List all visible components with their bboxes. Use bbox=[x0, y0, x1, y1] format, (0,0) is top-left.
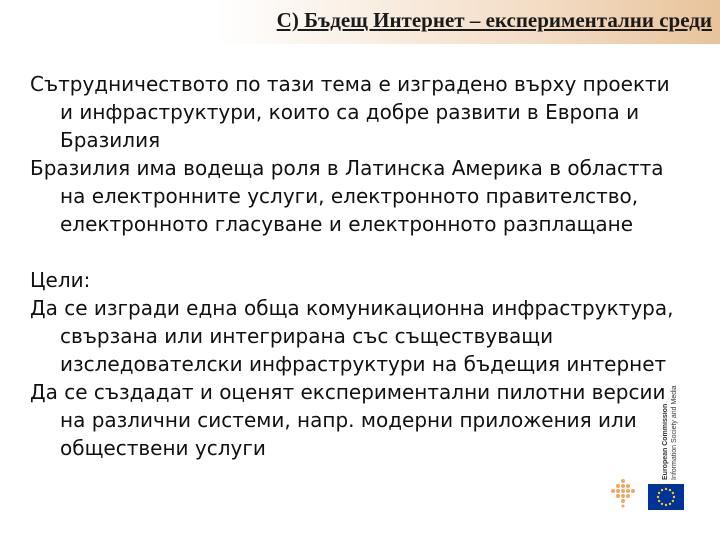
eu-flag-icon bbox=[648, 484, 684, 510]
slide-body bbox=[30, 70, 680, 462]
ec-logo-line1: European Commission bbox=[662, 403, 669, 480]
goal-item-infrastructure: Да се изгради една обща комуникационна инфраструктура, свързана или интегрирана със съществуващи изследователски инфраструктури на бъдещия интернет bbox=[30, 296, 674, 376]
paragraph-cooperation: Сътрудничеството по тази тема е изградено върху проекти и инфраструктури, които са добре развити в Европа и Бразилия bbox=[30, 72, 670, 152]
title-bar bbox=[0, 0, 720, 44]
ec-logo-text bbox=[661, 300, 683, 480]
slide-title: C) Бъдещ Интернет – експериментални среди bbox=[276, 8, 712, 32]
goals-heading: Цели: bbox=[30, 268, 91, 292]
goal-item-pilots: Да се създадат и оценят експериментални пилотни версии на различни системи, напр. модерни приложения или обществени услуги bbox=[30, 380, 666, 460]
spacer bbox=[30, 238, 680, 266]
dots-icon bbox=[610, 478, 636, 508]
ec-logo-line2: Information Society and Media bbox=[671, 385, 678, 480]
paragraph-brazil-role: Бразилия има водеща роля в Латинска Америка в областта на електронните услуги, електронното правителство, електронното гласуване и електронното разплащане bbox=[30, 156, 664, 236]
